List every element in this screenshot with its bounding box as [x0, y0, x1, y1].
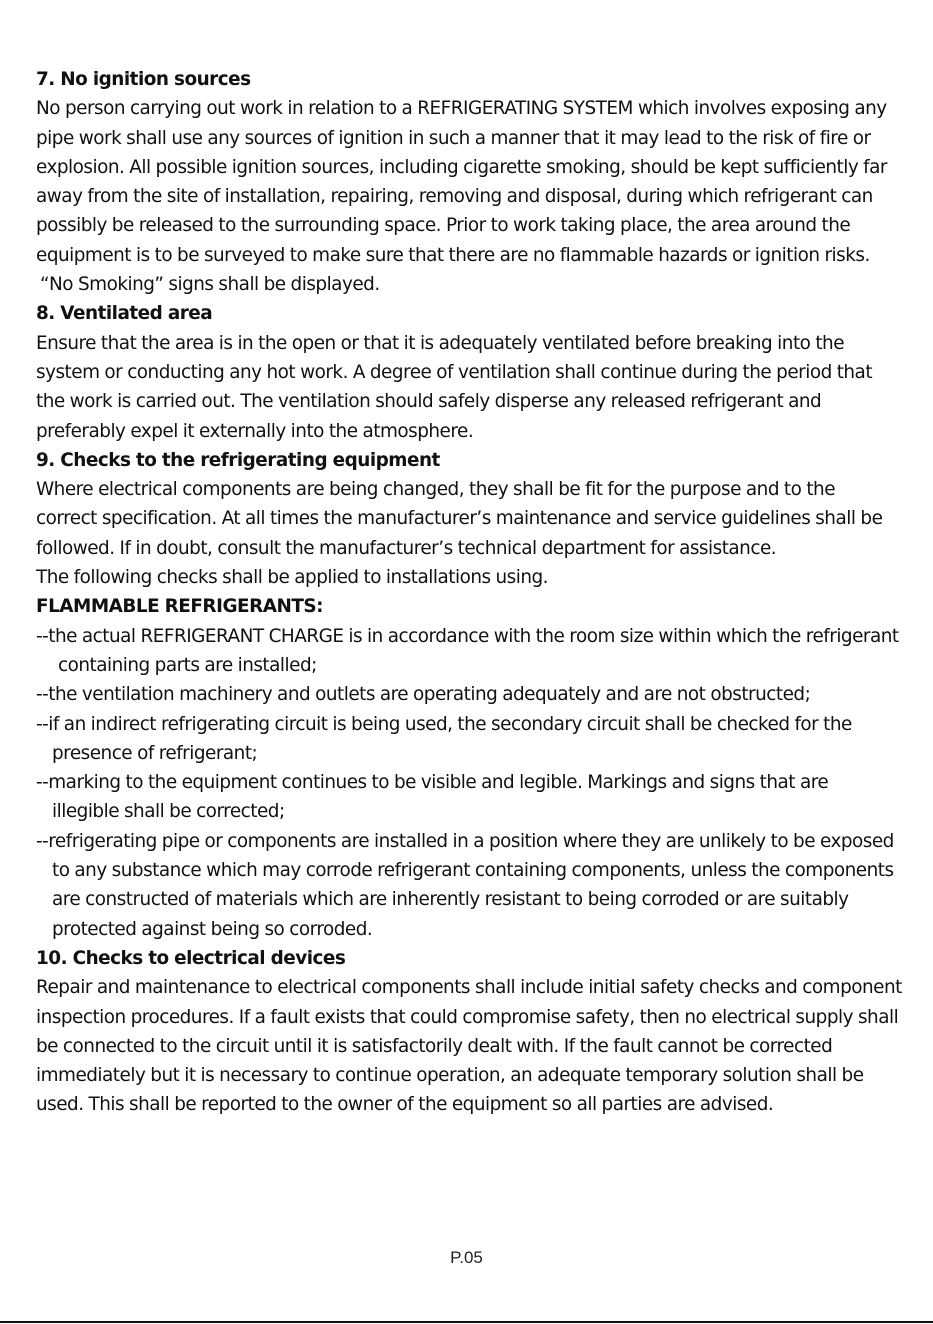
body-line: used. This shall be reported to the owner of the equipment so all parties are advised. [36, 1094, 774, 1116]
body-line: correct specification. At all times the manufacturer’s maintenance and service guidelines shall be [36, 508, 883, 530]
bottom-divider [0, 1321, 933, 1323]
body-line: explosion. All possible ignition sources, including cigarette smoking, should be kept sufficiently far [36, 156, 887, 178]
checklist-item: --if an indirect refrigerating circuit is being used, the secondary circuit shall be checked for the [36, 713, 852, 735]
manual-page-body [36, 65, 916, 1120]
body-line: away from the site of installation, repairing, removing and disposal, during which refrigerant can [36, 186, 873, 208]
checklist-item: --the actual REFRIGERANT CHARGE is in accordance with the room size within which the refrigerant [36, 625, 899, 647]
body-line: No person carrying out work in relation to a REFRIGERATING SYSTEM which involves exposing any [36, 98, 887, 120]
section-heading: 8. Ventilated area [36, 303, 213, 325]
body-line: “No Smoking” signs shall be displayed. [40, 274, 380, 296]
body-line: The following checks shall be applied to installations using. [36, 567, 549, 589]
checklist-item-continuation: illegible shall be corrected; [52, 801, 285, 823]
body-line: possibly be released to the surrounding space. Prior to work taking place, the area around the [36, 215, 851, 237]
body-line: pipe work shall use any sources of ignition in such a manner that it may lead to the risk of fire or [36, 127, 871, 149]
body-line: Repair and maintenance to electrical components shall include initial safety checks and component [36, 977, 902, 999]
body-line: followed. If in doubt, consult the manufacturer’s technical department for assistance. [36, 537, 777, 559]
checklist-item-continuation: presence of refrigerant; [52, 742, 258, 764]
body-line: inspection procedures. If a fault exists that could compromise safety, then no electrical supply shall [36, 1006, 899, 1028]
checklist-item-continuation: containing parts are installed; [58, 654, 317, 676]
body-line: be connected to the circuit until it is satisfactorily dealt with. If the fault cannot be corrected [36, 1035, 833, 1057]
section-heading: 7. No ignition sources [36, 69, 251, 90]
body-line: immediately but it is necessary to continue operation, an adequate temporary solution shall be [36, 1065, 864, 1087]
checklist-item-continuation: protected against being so corroded. [52, 918, 373, 940]
body-line: equipment is to be surveyed to make sure that there are no flammable hazards or ignition risks. [36, 244, 870, 266]
body-line: Ensure that the area is in the open or that it is adequately ventilated before breaking into the [36, 332, 845, 354]
body-line: the work is carried out. The ventilation should safely disperse any released refrigerant and [36, 391, 822, 413]
checklist-item: --the ventilation machinery and outlets are operating adequately and are not obstructed; [36, 684, 811, 706]
body-line: Where electrical components are being changed, they shall be fit for the purpose and to the [36, 479, 836, 501]
page-number: P.05 [450, 1248, 483, 1267]
checklist-item: --refrigerating pipe or components are installed in a position where they are unlikely to be exposed [36, 830, 894, 852]
body-line: preferably expel it externally into the atmosphere. [36, 420, 474, 442]
checklist-item-continuation: to any substance which may corrode refrigerant containing components, unless the components [52, 860, 894, 882]
checklist-item: --marking to the equipment continues to be visible and legible. Markings and signs that are [36, 772, 829, 794]
body-line: system or conducting any hot work. A degree of ventilation shall continue during the period that [36, 361, 873, 383]
checklist-item-continuation: are constructed of materials which are inherently resistant to being corroded or are suitably [52, 889, 849, 911]
section-heading: 10. Checks to electrical devices [36, 947, 346, 969]
checklist-subheading: FLAMMABLE REFRIGERANTS: [36, 596, 324, 618]
section-heading: 9. Checks to the refrigerating equipment [36, 449, 440, 471]
